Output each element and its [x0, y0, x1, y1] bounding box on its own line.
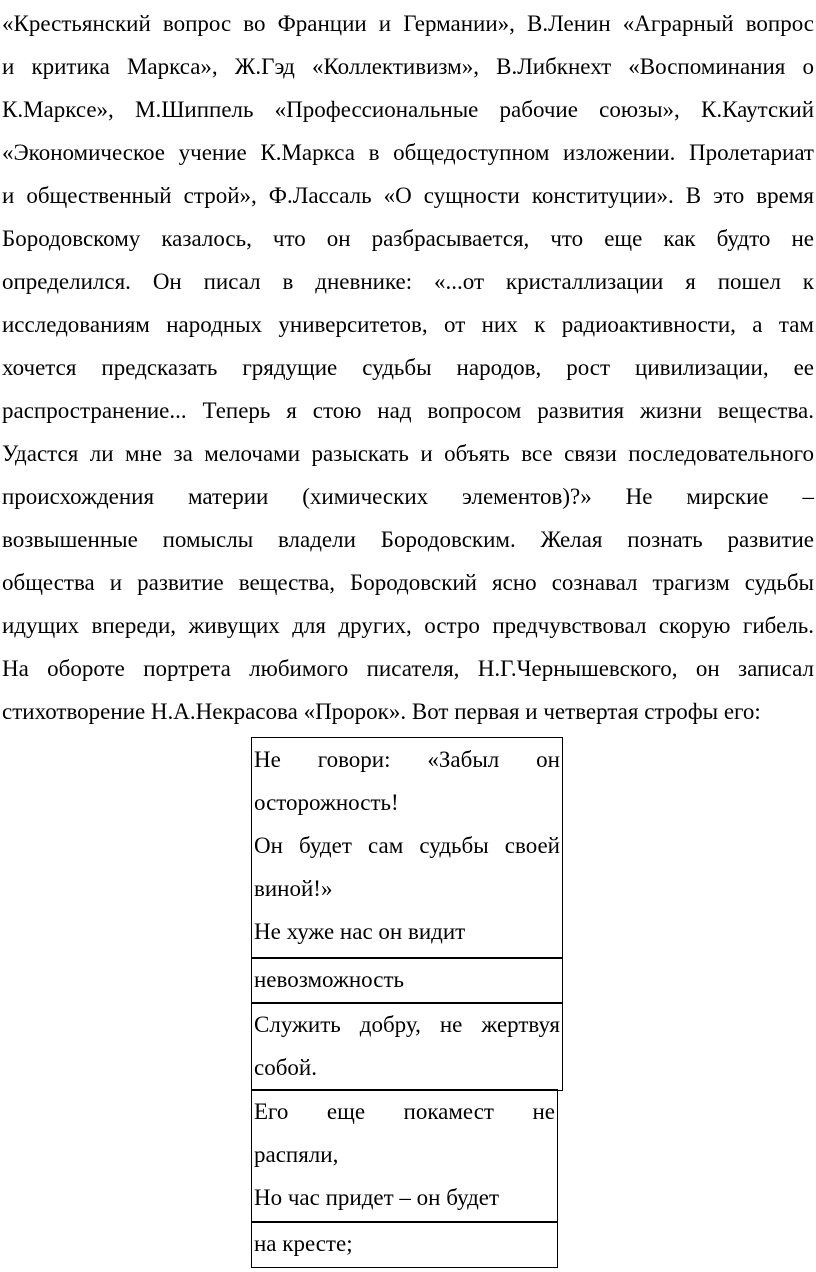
paragraph-line: общества и развитие вещества, Бородовский ясно сознавал трагизм судьбы — [2, 570, 814, 595]
paragraph-line: распространение... Теперь я стою над вопросом развития жизни вещества. — [2, 398, 814, 423]
poem-line: Но час придет – он будет — [254, 1185, 500, 1210]
poem-line: Служить добру, не жертвуя — [254, 1012, 560, 1037]
poem-line: невозможность — [254, 967, 404, 992]
body-paragraph — [2, 2, 814, 733]
paragraph-line: стихотворение Н.А.Некрасова «Пророк». Вот первая и четвертая строфы его: — [2, 699, 761, 724]
paragraph-line: происхождения материи (химических элементов)?» Не мирские – — [2, 484, 814, 509]
paragraph-line: и общественный строй», Ф.Лассаль «О сущности конституции». В это время — [2, 183, 814, 208]
poem-line: собой. — [254, 1055, 317, 1080]
poem-line: Не говори: «Забыл он — [254, 747, 560, 772]
paragraph-line: Бородовскому казалось, что он разбрасывается, что еще как будто не — [2, 226, 814, 251]
poem-stanza4-box1 — [251, 1089, 558, 1223]
poem-line: виной!» — [254, 876, 333, 901]
paragraph-line: исследованиям народных университетов, от них к радиоактивности, а там — [2, 312, 814, 337]
poem-stanza4-box2 — [251, 1221, 558, 1268]
paragraph-line: На обороте портрета любимого писателя, Н.Г.Чернышевского, он записал — [2, 656, 814, 681]
paragraph-line: К.Марксе», М.Шиппель «Профессиональные рабочие союзы», К.Каутский — [2, 97, 814, 122]
poem-stanza1-box3 — [251, 1002, 563, 1091]
poem-stanza1-box1 — [251, 737, 563, 959]
paragraph-line: хочется предсказать грядущие судьбы народов, рост цивилизации, ее — [2, 355, 814, 380]
paragraph-line: и критика Маркса», Ж.Гэд «Коллективизм», В.Либкнехт «Воспоминания о — [2, 54, 814, 79]
poem-line: осторожность! — [254, 790, 399, 815]
paragraph-line: «Экономическое учение К.Маркса в общедоступном изложении. Пролетариат — [2, 140, 814, 165]
paragraph-line: определился. Он писал в дневнике: «...от кристаллизации я пошел к — [2, 269, 814, 294]
poem-line: Он будет сам судьбы своей — [254, 833, 560, 858]
paragraph-line: идущих впереди, живущих для других, остро предчувствовал скорую гибель. — [2, 613, 814, 638]
poem-line: Его еще покамест не — [254, 1099, 555, 1124]
poem-line: на кресте; — [254, 1231, 353, 1256]
paragraph-line: «Крестьянский вопрос во Франции и Германии», В.Ленин «Аграрный вопрос — [2, 11, 814, 36]
poem-line: Не хуже нас он видит — [254, 919, 466, 944]
poem-line: распяли, — [254, 1142, 339, 1167]
paragraph-line: возвышенные помыслы владели Бородовским. Желая познать развитие — [2, 527, 814, 552]
poem-stanza1-box2 — [251, 957, 563, 1004]
paragraph-line: Удастся ли мне за мелочами разыскать и объять все связи последовательного — [2, 441, 814, 466]
